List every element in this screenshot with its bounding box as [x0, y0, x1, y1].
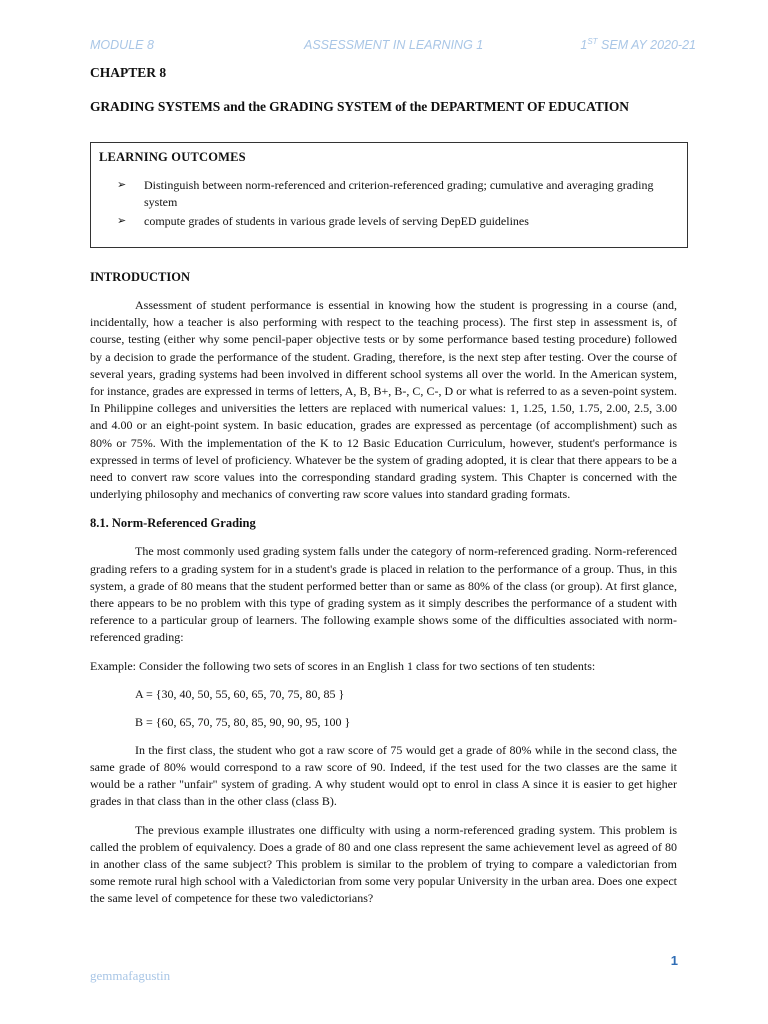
section-8-1-heading: 8.1. Norm-Referenced Grading — [90, 516, 256, 531]
arrow-bullet-icon: ➢ — [117, 215, 127, 227]
learning-outcome-item — [99, 213, 687, 230]
introduction-heading: INTRODUCTION — [90, 270, 191, 284]
learning-outcome-item — [99, 177, 687, 211]
chapter-heading: CHAPTER 8 — [90, 65, 167, 80]
learning-outcome-text: compute grades of students in various grade levels of serving DepED guidelines — [144, 214, 529, 228]
chapter-title: GRADING SYSTEMS and the GRADING SYSTEM of the DEPARTMENT OF EDUCATION — [90, 99, 629, 114]
score-set-a: A = {30, 40, 50, 55, 60, 65, 70, 75, 80, 85 } — [135, 686, 345, 701]
footer-author: gemmafagustin — [90, 968, 171, 983]
header-semester-ordinal: ST — [587, 36, 598, 46]
page-header — [90, 38, 698, 56]
header-semester-rest: SEM AY 2020-21 — [597, 38, 696, 52]
learning-outcomes-box — [90, 142, 688, 248]
header-semester — [580, 38, 696, 52]
learning-outcomes-list — [99, 177, 687, 230]
introduction-paragraph: Assessment of student performance is essential in knowing how the student is progressing in a course (and, incidentally, how a teacher is also performing with respect to the teaching process). The first step in assessment is, of course, testing (either why some pencil-paper objective tests or by some performance based testing procedure) followed by a decision to grade the performance of the student. Grading, therefore, is the next step after testing. Over the course of several years, grading systems had been involved in different school systems all over the world. In the American system, for instance, grades are expressed in terms of letters, A, B, B+, B-, C, C-, D or what is referred to as a seven-point system. In Philippine colleges and universities the letters are replaced with numerical values: 1, 1.25, 1.50, 1.75, 2.00, 2.5, 3.00 and 4.00 or an eight-point system. In basic education, grades are expressed as percentage (of accomplishment) such as 80% or 75%. With the implementation of the K to 12 Basic Education Curriculum, however, student's performance is expressed in terms of level of proficiency. Whatever be the system of grading adopted, it is clear that there appears to be a need to convert raw score values into the corresponding standard grading system. This Chapter is concerned with the underlying philosophy and mechanics of converting raw score values into standard grading formats. — [90, 298, 677, 502]
score-set-b: B = {60, 65, 70, 75, 80, 85, 90, 90, 95, 100 } — [135, 714, 351, 729]
document-body — [90, 64, 677, 908]
header-module: MODULE 8 — [90, 38, 154, 52]
arrow-bullet-icon: ➢ — [117, 179, 127, 191]
example-text: Example: Consider the following two sets of scores in an English 1 class for two sections of ten students: — [90, 658, 596, 673]
section-8-1-paragraph: The most commonly used grading system falls under the category of norm-referenced grading. Norm-referenced grading refers to a grading system for in a student's grade is placed in relation to the performance of a group. Thus, in this system, a grade of 80 means that the student performed better than or same as 80% of the class (or group). At first glance, there appears to be no problem with this type of grading system as it simply describes the performance of a student with reference to a particular group of learners. The following example shows some of the difficulties associated with norm-referenced grading: — [90, 544, 677, 645]
header-semester-number: 1 — [580, 38, 588, 52]
example-discussion-paragraph: In the first class, the student who got a raw score of 75 would get a grade of 80% while in the second class, the same grade of 80% would correspond to a raw score of 90. Indeed, if the test used for the two classes are the same it would be a rather "unfair" system of grading. A why student would opt to enrol in class A since it is easier to get higher grades in that class than in the other class (class B). — [90, 742, 677, 809]
header-course-title: ASSESSMENT IN LEARNING 1 — [304, 38, 484, 52]
learning-outcome-text: Distinguish between norm-referenced and criterion-referenced grading; cumulative and averaging grading system — [144, 178, 654, 209]
page-number: 1 — [670, 953, 678, 968]
equivalency-paragraph: The previous example illustrates one difficulty with using a norm-referenced grading system. This problem is called the problem of equivalency. Does a grade of 80 and one class represent the same achievement level as agreed of 80 in another class of the same subject? This problem is similar to the problem of trying to compare a valedictorian from some remote rural high school with a Valedictorian from some very popular University in the urban area. Does one expect the same level of competence for these two valedictorians? — [90, 822, 677, 906]
learning-outcomes-heading: LEARNING OUTCOMES — [99, 150, 246, 164]
